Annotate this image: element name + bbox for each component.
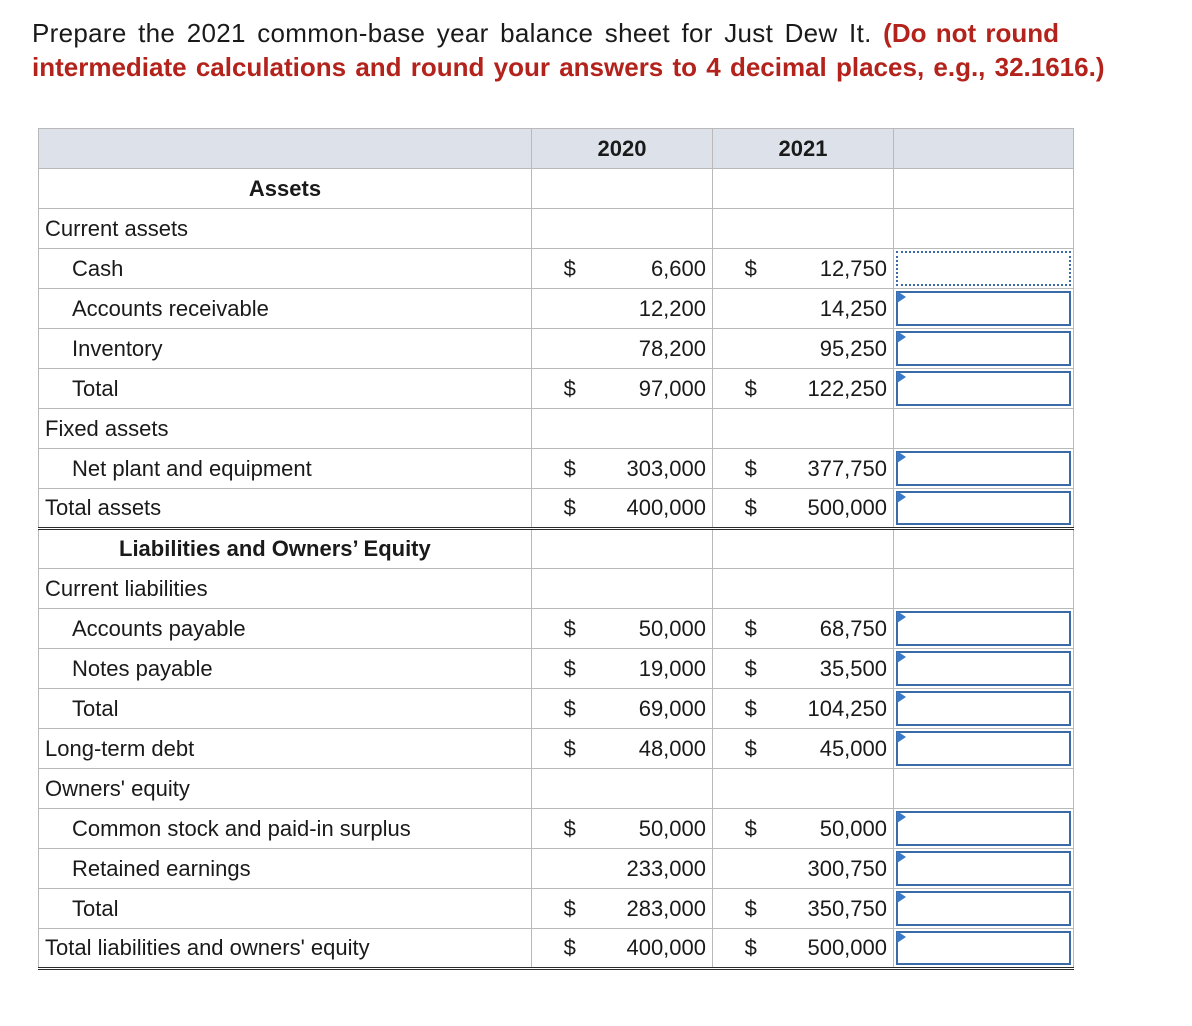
value-2020: 69,000 [608, 689, 713, 729]
dollar-sign: $ [532, 609, 608, 649]
table-row [39, 929, 1074, 969]
header-year-2020: 2020 [532, 129, 713, 169]
value-2021: 14,250 [789, 289, 894, 329]
value-2021: 500,000 [789, 489, 894, 529]
section-liabilities-heading: Liabilities and Owners’ Equity [39, 529, 532, 569]
row-label: Fixed assets [39, 409, 532, 449]
dollar-sign: $ [713, 689, 789, 729]
answer-cell [894, 369, 1074, 409]
row-label: Total [39, 689, 532, 729]
dollar-sign: $ [713, 729, 789, 769]
header-answer-column [894, 129, 1074, 169]
row-label: Current assets [39, 209, 532, 249]
table-row [39, 889, 1074, 929]
table-row [39, 489, 1074, 529]
answer-cell [894, 289, 1074, 329]
input-flag-icon [897, 291, 906, 303]
prompt-text: Prepare the 2021 common-base year balance sheet for Just Dew It. [32, 18, 872, 48]
total-assets-answer-input[interactable] [896, 491, 1071, 525]
table-row [39, 849, 1074, 889]
answer-cell [894, 809, 1074, 849]
current-assets-total-answer-input[interactable] [896, 371, 1071, 406]
answer-cell [894, 489, 1074, 529]
value-2020: 48,000 [608, 729, 713, 769]
row-label: Common stock and paid-in surplus [39, 809, 532, 849]
value-2020: 303,000 [608, 449, 713, 489]
dollar-sign: $ [713, 369, 789, 409]
input-flag-icon [897, 891, 906, 903]
value-2020: 50,000 [608, 809, 713, 849]
table-row [39, 409, 1074, 449]
common-stock-answer-input[interactable] [896, 811, 1071, 846]
long-term-debt-answer-input[interactable] [896, 731, 1071, 766]
dollar-sign: $ [532, 889, 608, 929]
row-label: Long-term debt [39, 729, 532, 769]
row-label: Inventory [39, 329, 532, 369]
value-2020: 12,200 [608, 289, 713, 329]
dollar-sign: $ [713, 489, 789, 529]
answer-cell [894, 649, 1074, 689]
input-flag-icon [897, 451, 906, 463]
row-label: Notes payable [39, 649, 532, 689]
answer-cell [894, 449, 1074, 489]
value-2020: 400,000 [608, 489, 713, 529]
prompt-instruction: (Do not round intermediate calculations and round your answers to 4 decimal places, e.g., 32.1616.) [32, 18, 1105, 82]
answer-cell [894, 849, 1074, 889]
answer-cell [894, 249, 1074, 289]
table-row [39, 729, 1074, 769]
input-flag-icon [897, 931, 906, 943]
value-2021: 104,250 [789, 689, 894, 729]
value-2021: 95,250 [789, 329, 894, 369]
table-row [39, 609, 1074, 649]
answer-cell [894, 609, 1074, 649]
row-label: Total assets [39, 489, 532, 529]
value-2021: 500,000 [789, 929, 894, 969]
value-2021: 68,750 [789, 609, 894, 649]
answer-cell [894, 889, 1074, 929]
dollar-sign [713, 289, 789, 329]
net-plant-answer-input[interactable] [896, 451, 1071, 486]
dollar-sign: $ [713, 889, 789, 929]
value-2021: 350,750 [789, 889, 894, 929]
input-flag-icon [897, 811, 906, 823]
current-liabilities-total-answer-input[interactable] [896, 691, 1071, 726]
balance-sheet-table [38, 128, 1074, 970]
dollar-sign: $ [713, 809, 789, 849]
owners-equity-total-answer-input[interactable] [896, 891, 1071, 926]
input-flag-icon [897, 731, 906, 743]
answer-cell [894, 689, 1074, 729]
value-2020: 50,000 [608, 609, 713, 649]
value-2021: 300,750 [789, 849, 894, 889]
header-year-2021: 2021 [713, 129, 894, 169]
value-2021: 50,000 [789, 809, 894, 849]
row-label: Net plant and equipment [39, 449, 532, 489]
header-row [39, 129, 1074, 169]
value-2020: 283,000 [608, 889, 713, 929]
accounts-receivable-answer-input[interactable] [896, 291, 1071, 326]
row-label: Current liabilities [39, 569, 532, 609]
dollar-sign: $ [532, 489, 608, 529]
input-flag-icon [897, 371, 906, 383]
input-flag-icon [897, 331, 906, 343]
total-liabilities-equity-answer-input[interactable] [896, 931, 1071, 965]
row-label: Total [39, 369, 532, 409]
answer-cell [894, 329, 1074, 369]
value-2021: 12,750 [789, 249, 894, 289]
table-row [39, 289, 1074, 329]
value-2021: 45,000 [789, 729, 894, 769]
table-row [39, 209, 1074, 249]
value-2020: 6,600 [608, 249, 713, 289]
value-2021: 377,750 [789, 449, 894, 489]
row-label: Owners' equity [39, 769, 532, 809]
table-row [39, 369, 1074, 409]
row-label: Accounts payable [39, 609, 532, 649]
dollar-sign: $ [532, 929, 608, 969]
dollar-sign: $ [532, 369, 608, 409]
dollar-sign [532, 329, 608, 369]
section-assets-row [39, 169, 1074, 209]
dollar-sign: $ [713, 929, 789, 969]
table-row [39, 449, 1074, 489]
input-flag-icon [897, 611, 906, 623]
question-prompt [32, 16, 1160, 84]
row-label: Accounts receivable [39, 289, 532, 329]
row-label: Retained earnings [39, 849, 532, 889]
input-flag-icon [897, 691, 906, 703]
dollar-sign: $ [532, 809, 608, 849]
dollar-sign: $ [713, 649, 789, 689]
table-row [39, 689, 1074, 729]
dollar-sign: $ [713, 249, 789, 289]
table-row [39, 569, 1074, 609]
dollar-sign: $ [532, 689, 608, 729]
dollar-sign: $ [532, 729, 608, 769]
table-row [39, 809, 1074, 849]
input-flag-icon [897, 491, 906, 503]
cash-answer-input[interactable] [896, 251, 1071, 286]
answer-cell [894, 729, 1074, 769]
row-label: Total [39, 889, 532, 929]
notes-payable-answer-input[interactable] [896, 651, 1071, 686]
dollar-sign: $ [532, 649, 608, 689]
value-2020: 19,000 [608, 649, 713, 689]
accounts-payable-answer-input[interactable] [896, 611, 1071, 646]
header-blank [39, 129, 532, 169]
value-2020: 400,000 [608, 929, 713, 969]
value-2021: 35,500 [789, 649, 894, 689]
row-label: Total liabilities and owners' equity [39, 929, 532, 969]
table-row [39, 329, 1074, 369]
dollar-sign: $ [532, 249, 608, 289]
dollar-sign [713, 329, 789, 369]
answer-cell [894, 929, 1074, 969]
dollar-sign [532, 849, 608, 889]
value-2020: 97,000 [608, 369, 713, 409]
table-row [39, 769, 1074, 809]
section-assets-heading: Assets [39, 169, 532, 209]
table-row [39, 649, 1074, 689]
value-2021: 122,250 [789, 369, 894, 409]
dollar-sign [532, 289, 608, 329]
value-2020: 78,200 [608, 329, 713, 369]
table-row [39, 249, 1074, 289]
dollar-sign: $ [713, 609, 789, 649]
dollar-sign [713, 849, 789, 889]
retained-earnings-answer-input[interactable] [896, 851, 1071, 886]
value-2020: 233,000 [608, 849, 713, 889]
input-flag-icon [897, 851, 906, 863]
dollar-sign: $ [713, 449, 789, 489]
dollar-sign: $ [532, 449, 608, 489]
row-label: Cash [39, 249, 532, 289]
input-flag-icon [897, 651, 906, 663]
inventory-answer-input[interactable] [896, 331, 1071, 366]
section-liabilities-row [39, 529, 1074, 569]
